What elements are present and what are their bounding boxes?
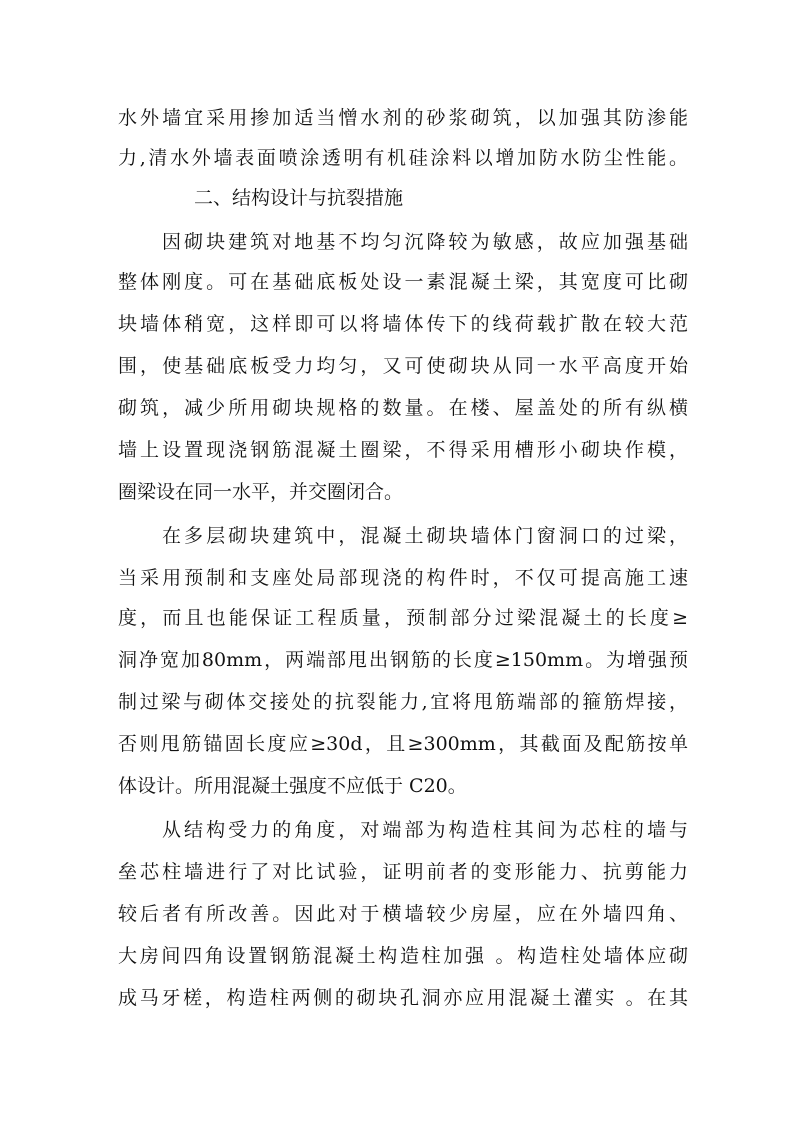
- text-line-12: 当采用预制和支座处局部现浇的构件时，不仅可提高施工速: [118, 567, 688, 589]
- text-line-21: 大房间四角设置钢筋混凝土构造柱加强 。构造柱处墙体应砌: [118, 945, 688, 967]
- text-line-18: 从结构受力的角度，对端部为构造柱其间为芯柱的墙与: [162, 819, 688, 841]
- text-line-4: 因砌块建筑对地基不均匀沉降较为敏感，故应加强基础: [162, 231, 688, 253]
- text-line-8: 砌筑，减少所用砌块规格的数量。在楼、屋盖处的所有纵横: [118, 397, 688, 419]
- text-line-14: 洞净宽加80mm，两端部甩出钢筋的长度≥150mm。为增强预: [118, 649, 688, 671]
- text-line-1: 水外墙宜采用掺加适当憎水剂的砂浆砌筑，以加强其防渗能: [118, 107, 688, 129]
- text-line-6: 块墙体稍宽，这样即可以将墙体传下的线荷载扩散在较大范: [118, 313, 688, 335]
- text-line-15: 制过梁与砌体交接处的抗裂能力,宜将甩筋端部的箍筋焊接，: [118, 691, 688, 713]
- text-line-11: 在多层砌块建筑中，混凝土砌块墙体门窗洞口的过梁，: [162, 525, 688, 547]
- text-line-16: 否则甩筋锚固长度应≥30d，且≥300mm，其截面及配筋按单: [118, 733, 688, 755]
- text-line-2: 力,清水外墙表面喷涂透明有机硅涂料以增加防水防尘性能。: [118, 147, 688, 169]
- text-line-17: 体设计。所用混凝土强度不应低于 C20。: [118, 775, 467, 797]
- section-heading: 二、结构设计与抗裂措施: [194, 187, 404, 209]
- text-line-7: 围，使基础底板受力均匀，又可使砌块从同一水平高度开始: [118, 355, 688, 377]
- text-line-13: 度，而且也能保证工程质量，预制部分过梁混凝土的长度≥: [118, 607, 688, 629]
- text-line-10: 圈梁设在同一水平，并交圈闭合。: [118, 481, 404, 503]
- text-line-22: 成马牙槎，构造柱两侧的砌块孔洞亦应用混凝土灌实 。在其: [118, 987, 688, 1009]
- text-line-9: 墙上设置现浇钢筋混凝土圈梁，不得采用槽形小砌块作模，: [118, 439, 688, 461]
- text-line-5: 整体刚度。可在基础底板处设一素混凝土梁，其宽度可比砌: [118, 271, 688, 293]
- text-line-20: 较后者有所改善。因此对于横墙较少房屋，应在外墙四角、: [118, 903, 688, 925]
- text-line-19: 垒芯柱墙进行了对比试验，证明前者的变形能力、抗剪能力: [118, 861, 688, 883]
